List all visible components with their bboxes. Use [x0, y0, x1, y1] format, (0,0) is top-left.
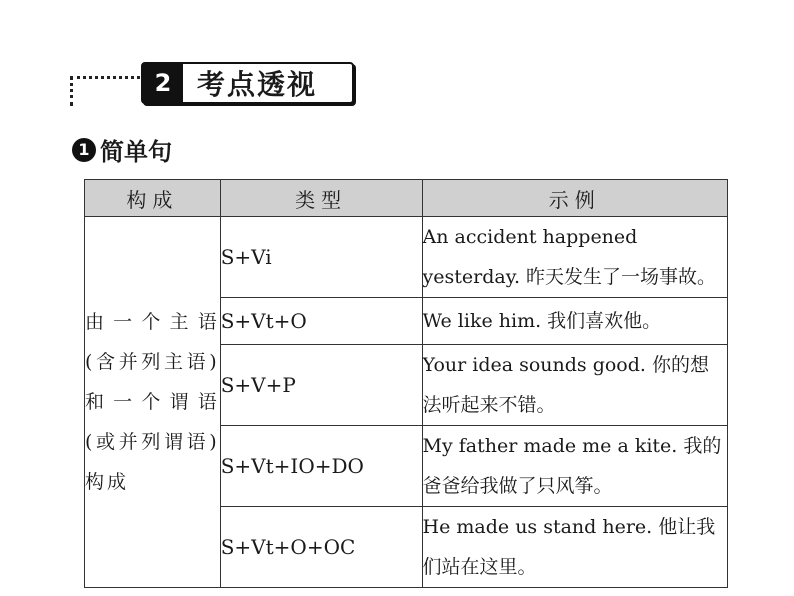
composition-cell: 由一个主语(含并列主语)和一个谓语(或并列谓语)构成	[85, 217, 221, 588]
column-header-type: 类型	[220, 180, 422, 217]
subheading	[72, 132, 172, 167]
column-header-composition: 构成	[85, 180, 221, 217]
section-header	[141, 62, 354, 104]
dotted-connector-horizontal	[70, 76, 140, 79]
simple-sentence-table	[84, 179, 728, 588]
example-cell: We like him. 我们喜欢他。	[422, 298, 727, 345]
dotted-connector-vertical	[70, 76, 73, 106]
type-cell: S+Vt+IO+DO	[220, 426, 422, 507]
type-cell: S+Vt+O	[220, 298, 422, 345]
example-cell: My father made me a kite. 我的爸爸给我做了只风筝。	[422, 426, 727, 507]
table-header-row	[85, 180, 728, 217]
type-cell: S+Vi	[220, 217, 422, 298]
type-cell: S+V+P	[220, 345, 422, 426]
example-cell: Your idea sounds good. 你的想法听起来不错。	[422, 345, 727, 426]
example-cell: He made us stand here. 他让我们站在这里。	[422, 507, 727, 588]
section-title: 考点透视	[197, 68, 318, 101]
example-cell: An accident happened yesterday. 昨天发生了一场事故。	[422, 217, 727, 298]
table-row	[85, 217, 728, 298]
column-header-example: 示例	[422, 180, 727, 217]
subheading-title: 简单句	[100, 138, 172, 166]
section-number: 2	[143, 64, 183, 102]
type-cell: S+Vt+O+OC	[220, 507, 422, 588]
subheading-number-badge: 1	[72, 138, 96, 162]
